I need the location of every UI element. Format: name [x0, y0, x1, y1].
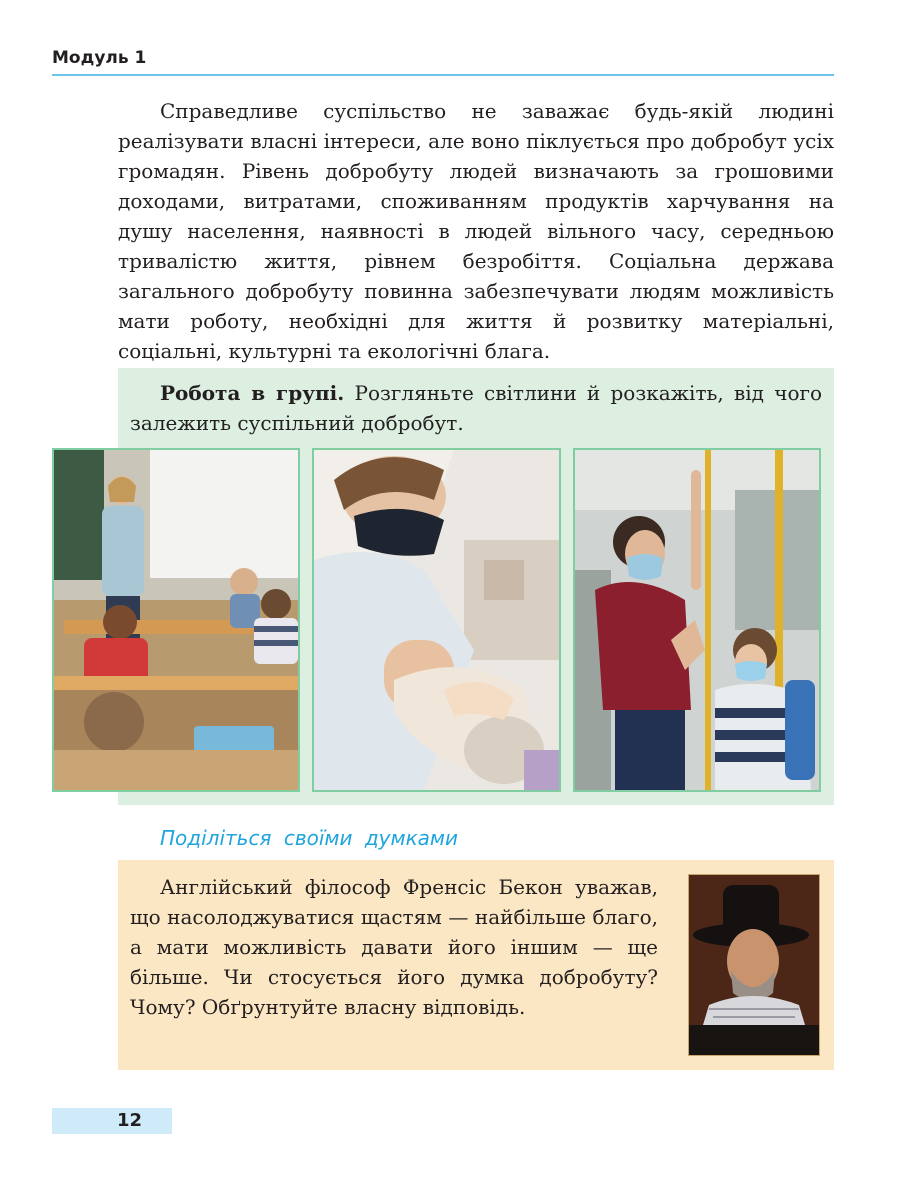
page-number-box [52, 1108, 172, 1134]
bus-masks-photo [573, 448, 821, 792]
francis-bacon-portrait [688, 874, 820, 1056]
share-heading: Поділіться своїми думками [160, 826, 459, 850]
module-label: Модуль 1 [52, 48, 147, 68]
vaccination-photo [312, 448, 561, 792]
share-text: Англійський філософ Френсіс Бекон уважав, що насолоджуватися щастям — найбільше благо, а мати можливість давати його іншим — ще більше. Чи стосується його думка добробуту? Чому? Обґрунтуйте власну відповідь. [130, 875, 658, 1019]
classroom-photo [52, 448, 300, 792]
group-work-text [130, 378, 822, 438]
group-work-title: Робота в групі. [160, 381, 345, 405]
main-paragraph: Справедливе суспільство не заважає будь-якій людині реалізувати власні інтереси, але воно піклується про добробут усіх громадян. Рівень добробуту людей визначають за грошовими доходами, витратами, споживанням продуктів харчування на душу населення, наявності в людей вільного часу, середньою тривалістю життя, рівнем безробіття. Соціальна держава загального добробуту повинна забезпечувати людям можливість мати роботу, необхідні для життя й розвитку матеріальні, соціальні, культурні та екологічні блага. [118, 99, 834, 363]
group-work-instruction: Розгляньте світлини й розкажіть, від чого залежить суспільний добробут. [130, 381, 822, 435]
page-header [52, 44, 834, 76]
page-number: 12 [116, 1110, 142, 1131]
